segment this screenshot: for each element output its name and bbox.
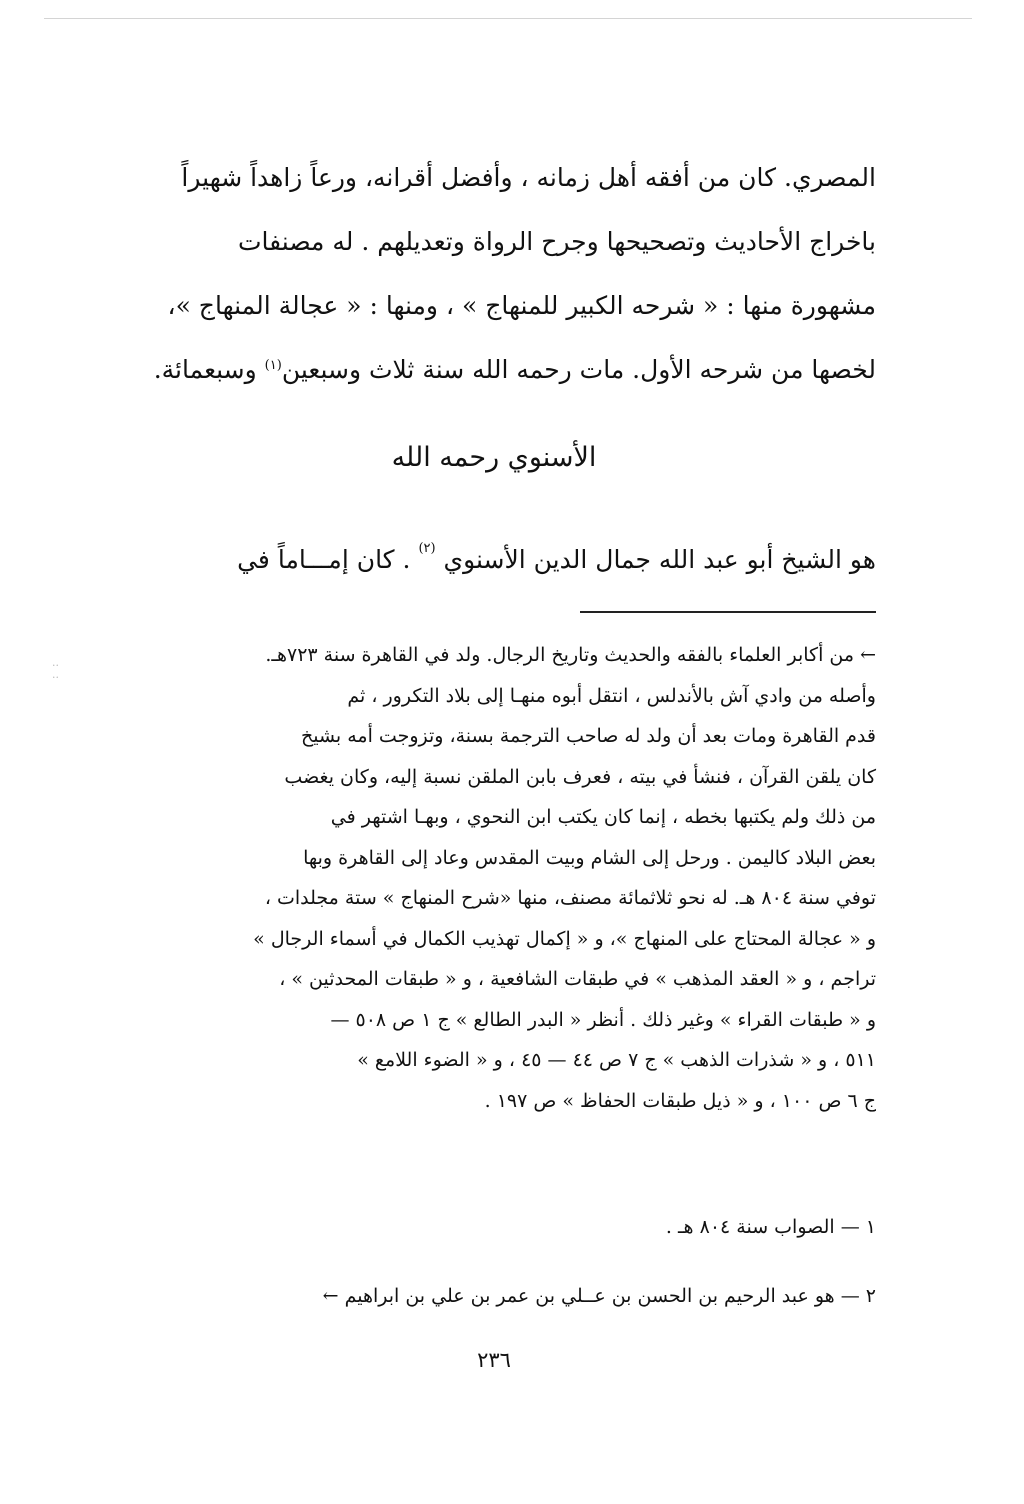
footnote-1: ١ — الصواب سنة ٨٠٤ هـ .: [665, 1216, 876, 1238]
bio-line: باخراج الأحاديث وتصحيحها وجرح الرواة وتعديلهم . له مصنفات: [238, 227, 876, 256]
footnote-line: كان يلقن القرآن ، فنشأ في بيته ، فعرف بابن الملقن نسبة إليه، وكان يغضب: [284, 765, 876, 788]
book-page: [112, 0, 876, 1504]
bio-line-text: لخصها من شرحه الأول. مات رحمه الله سنة ثلاث وسبعين: [281, 355, 876, 384]
footnote-line: بعض البلاد كاليمن . ورحل إلى الشام وبيت المقدس وعاد إلى القاهرة وبها: [303, 846, 876, 869]
footnote-line: و « عجالة المحتاج على المنهاج »، و « إكمال تهذيب الكمال في أسماء الرجال »: [253, 927, 876, 950]
intro-tail: . كان إمـــاماً في: [237, 545, 411, 574]
footnote-line: ← من أكابر العلماء بالفقه والحديث وتاريخ الرجال. ولد في القاهرة سنة ٧٢٣هـ.: [265, 644, 876, 666]
intro-line: [112, 541, 876, 574]
footnote-ref-2[interactable]: (٢): [418, 541, 436, 556]
footnote-line: ٥١١ ، و « شذرات الذهب » ج ٧ ص ٤٤ — ٤٥ ، و « الضوء اللامع »: [357, 1049, 876, 1071]
bio-paragraph: [112, 146, 876, 402]
intro-text: هو الشيخ أبو عبد الله جمال الدين الأسنوي: [443, 545, 876, 574]
footnote-line: توفي سنة ٨٠٤ هـ. له نحو ثلاثمائة مصنف، منها «شرح المنهاج » ستة مجلدات ،: [264, 887, 876, 909]
footnote-line: وأصله من وادي آش بالأندلس ، انتقل أبوه منهـا إلى بلاد التكرور ، ثم: [347, 684, 876, 707]
footnote-ref-1[interactable]: (١): [264, 358, 282, 373]
margin-speck: ·· ··: [52, 659, 59, 684]
footnote-line: ج ٦ ص ١٠٠ ، و « ذيل طبقات الحفاظ » ص ١٩٧ .: [484, 1089, 876, 1112]
bio-line: المصري. كان من أفقه أهل زمانه ، وأفضل أقرانه، ورعاً زاهداً شهيراً: [181, 163, 876, 192]
footnotes-block: [112, 635, 876, 1121]
bio-line: مشهورة منها : « شرحه الكبير للمنهاج » ، ومنها : « عجالة المنهاج »،: [167, 291, 876, 320]
footnote-line: من ذلك ولم يكتبها بخطه ، إنما كان يكتب ابن النحوي ، وبهـا اشتهر في: [330, 806, 876, 828]
footnote-line: و « طبقات القراء » وغير ذلك . أنظر « البدر الطالع » ج ١ ص ٥٠٨ —: [330, 1008, 876, 1031]
footnote-line: قدم القاهرة ومات بعد أن ولد له صاحب الترجمة بسنة، وتزوجت أمه بشيخ: [300, 725, 876, 747]
bio-line-last: [112, 338, 876, 402]
footnote-line: تراجم ، و « العقد المذهب » في طبقات الشافعية ، و « طبقات المحدثين » ،: [279, 968, 876, 990]
section-heading: الأسنوي رحمه الله: [391, 442, 597, 473]
bio-line-tail: وسبعمائة.: [153, 355, 257, 384]
page-number: ٢٣٦: [477, 1348, 511, 1372]
footnote-separator: [580, 611, 876, 613]
footnote-2: ٢ — هو عبد الرحيم بن الحسن بن عــلي بن عمر بن علي بن ابراهيم ←: [322, 1285, 876, 1307]
